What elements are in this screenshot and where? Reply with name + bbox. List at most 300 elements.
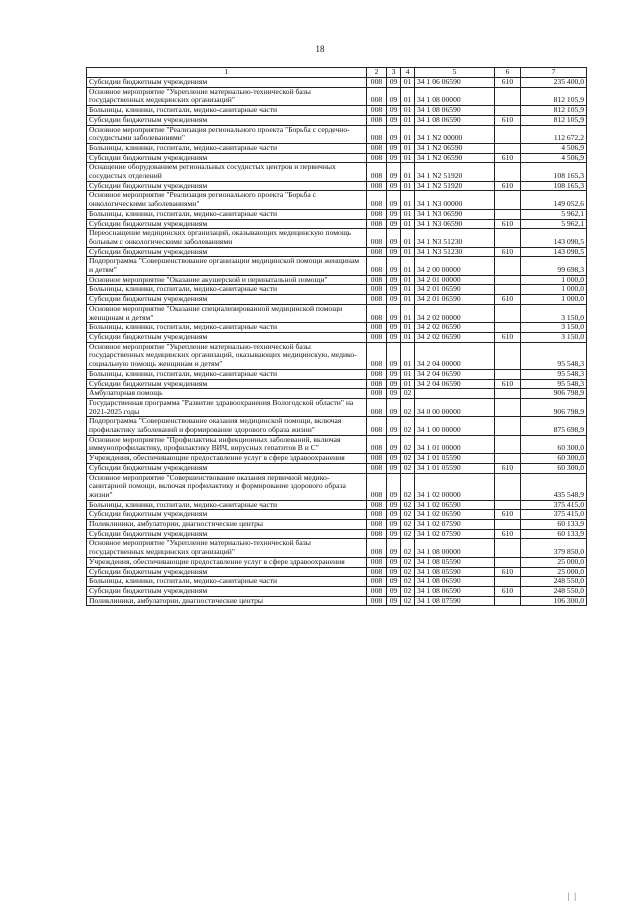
code-subsection-cell: 02 [401,510,415,520]
table-row [87,539,587,557]
code-target-cell: 34 2 04 06590 [415,369,495,379]
code-subsection-cell: 01 [401,106,415,116]
code-subsection-cell: 02 [401,520,415,530]
amount-cell: 108 165,3 [521,181,587,191]
table-row [87,106,587,116]
code-section-cell: 09 [387,209,401,219]
code-section-cell: 09 [387,247,401,257]
code-section-cell: 09 [387,153,401,163]
code-gl-cell: 008 [367,379,387,389]
code-section-cell: 09 [387,369,401,379]
code-type-cell [495,596,521,606]
row-name-cell: Больницы, клиники, госпитали, медико-санитарные части [87,369,367,379]
table-row [87,191,587,209]
code-target-cell: 34 1 08 06590 [415,115,495,125]
code-target-cell: 34 2 01 06590 [415,295,495,305]
amount-cell: 60 133,9 [521,529,587,539]
code-section-cell: 09 [387,87,401,105]
table-row [87,304,587,322]
amount-cell: 60 300,0 [521,463,587,473]
code-target-cell: 34 1 N2 51920 [415,163,495,181]
header-cell: 5 [415,68,495,78]
code-subsection-cell: 01 [401,229,415,247]
row-name-cell: Учреждения, обеспечивающие предоставление услуг в сфере здравоохранения [87,557,367,567]
code-section-cell: 09 [387,257,401,275]
code-gl-cell: 008 [367,191,387,209]
code-gl-cell: 008 [367,181,387,191]
code-type-cell [495,520,521,530]
amount-cell: 143 090,5 [521,247,587,257]
row-name-cell: Субсидии бюджетным учреждениям [87,115,367,125]
amount-cell: 235 400,0 [521,78,587,88]
table-row [87,454,587,464]
code-gl-cell: 008 [367,500,387,510]
code-subsection-cell: 02 [401,454,415,464]
code-subsection-cell: 01 [401,285,415,295]
row-name-cell: Субсидии бюджетным учреждениям [87,181,367,191]
code-target-cell: 34 2 01 00000 [415,275,495,285]
page-number: 18 [315,44,325,54]
code-section-cell: 09 [387,473,401,500]
code-section-cell: 09 [387,181,401,191]
code-target-cell: 34 1 N2 06590 [415,153,495,163]
row-name-cell: Основное мероприятие "Укрепление материально-технической базы государственных медицинских организаций" [87,539,367,557]
amount-cell: 248 550,0 [521,577,587,587]
code-type-cell [495,257,521,275]
amount-cell: 5 962,1 [521,219,587,229]
code-subsection-cell: 01 [401,153,415,163]
code-gl-cell: 008 [367,125,387,143]
code-section-cell: 09 [387,586,401,596]
code-type-cell [495,323,521,333]
code-target-cell: 34 1 02 07590 [415,520,495,530]
code-type-cell: 610 [495,463,521,473]
code-section-cell: 09 [387,163,401,181]
code-target-cell: 34 1 N2 00000 [415,125,495,143]
amount-cell: 3 150,0 [521,323,587,333]
table-row [87,398,587,416]
code-type-cell [495,342,521,369]
amount-cell: 875 698,9 [521,417,587,435]
code-gl-cell: 008 [367,398,387,416]
code-section-cell: 09 [387,332,401,342]
code-gl-cell: 008 [367,285,387,295]
code-subsection-cell: 02 [401,463,415,473]
code-type-cell [495,275,521,285]
code-type-cell [495,435,521,453]
code-type-cell: 610 [495,332,521,342]
row-name-cell: Больницы, клиники, госпитали, медико-санитарные части [87,209,367,219]
row-name-cell: Субсидии бюджетным учреждениям [87,529,367,539]
code-section-cell: 09 [387,500,401,510]
row-name-cell: Субсидии бюджетным учреждениям [87,153,367,163]
amount-cell: 379 850,0 [521,539,587,557]
amount-cell: 108 165,3 [521,163,587,181]
header-cell: 3 [387,68,401,78]
code-type-cell [495,191,521,209]
code-target-cell: 34 2 02 00000 [415,304,495,322]
code-type-cell: 610 [495,379,521,389]
row-name-cell: Субсидии бюджетным учреждениям [87,463,367,473]
code-subsection-cell: 01 [401,163,415,181]
page-edge-marks: │ │ [566,893,578,901]
table-row [87,577,587,587]
code-subsection-cell: 01 [401,304,415,322]
row-name-cell: Переоснащение медицинских организаций, оказывающих медицинскую помощь больным с онкологическими заболеваниями [87,229,367,247]
code-gl-cell: 008 [367,78,387,88]
row-name-cell: Основное мероприятие "Профилактика инфекционных заболеваний, включая иммунопрофилактику, профилактику ВИЧ, вирусных гепатитов В и С" [87,435,367,453]
code-subsection-cell: 02 [401,577,415,587]
code-target-cell: 34 1 N3 00000 [415,191,495,209]
code-type-cell: 610 [495,181,521,191]
code-type-cell: 610 [495,115,521,125]
amount-cell: 112 672,2 [521,125,587,143]
code-type-cell: 610 [495,78,521,88]
code-section-cell: 09 [387,304,401,322]
code-gl-cell: 008 [367,257,387,275]
amount-cell: 375 415,0 [521,510,587,520]
code-subsection-cell: 01 [401,143,415,153]
code-target-cell: 34 1 N3 51230 [415,247,495,257]
code-type-cell [495,577,521,587]
amount-cell: 3 150,0 [521,332,587,342]
row-name-cell: Больницы, клиники, госпитали, медико-санитарные части [87,500,367,510]
code-subsection-cell: 01 [401,115,415,125]
code-target-cell: 34 1 08 05590 [415,557,495,567]
code-subsection-cell: 01 [401,181,415,191]
row-name-cell: Больницы, клиники, госпитали, медико-санитарные части [87,323,367,333]
header-cell: 4 [401,68,415,78]
code-target-cell: 34 2 02 06590 [415,323,495,333]
code-type-cell: 610 [495,529,521,539]
code-target-cell: 34 1 00 00000 [415,417,495,435]
code-section-cell: 09 [387,567,401,577]
table-row [87,520,587,530]
code-gl-cell: 008 [367,510,387,520]
code-type-cell [495,209,521,219]
code-target-cell: 34 2 00 00000 [415,257,495,275]
code-gl-cell: 008 [367,586,387,596]
table-row [87,115,587,125]
code-gl-cell: 008 [367,463,387,473]
header-cell: 6 [495,68,521,78]
code-type-cell: 610 [495,247,521,257]
amount-cell: 435 548,9 [521,473,587,500]
code-type-cell: 610 [495,153,521,163]
code-subsection-cell: 01 [401,257,415,275]
amount-cell: 25 000,0 [521,557,587,567]
code-target-cell: 34 1 08 06590 [415,577,495,587]
code-type-cell [495,304,521,322]
table-row [87,143,587,153]
code-target-cell: 34 0 00 00000 [415,398,495,416]
code-subsection-cell: 01 [401,87,415,105]
code-target-cell: 34 1 N2 51920 [415,181,495,191]
code-gl-cell: 008 [367,219,387,229]
amount-cell: 1 000,0 [521,285,587,295]
row-name-cell: Основное мероприятие "Укрепление материально-технической базы государственных медицинских организаций, оказывающих медицинскую, медико-социальную помощь женщинам и детям" [87,342,367,369]
row-name-cell: Амбулаторная помощь [87,389,367,399]
code-type-cell [495,389,521,399]
row-name-cell: Больницы, клиники, госпитали, медико-санитарные части [87,106,367,116]
amount-cell: 3 150,0 [521,304,587,322]
row-name-cell: Больницы, клиники, госпитали, медико-санитарные части [87,577,367,587]
code-subsection-cell: 02 [401,596,415,606]
amount-cell: 143 090,5 [521,229,587,247]
code-target-cell: 34 1 N3 06590 [415,219,495,229]
table-row [87,87,587,105]
table-row [87,257,587,275]
code-type-cell [495,473,521,500]
table-row [87,332,587,342]
code-subsection-cell: 01 [401,295,415,305]
table-row [87,369,587,379]
code-section-cell: 09 [387,529,401,539]
code-gl-cell: 008 [367,342,387,369]
code-subsection-cell: 01 [401,275,415,285]
code-gl-cell: 008 [367,247,387,257]
code-section-cell: 09 [387,106,401,116]
code-subsection-cell: 02 [401,557,415,567]
amount-cell: 60 300,0 [521,435,587,453]
code-gl-cell: 008 [367,332,387,342]
code-gl-cell: 008 [367,520,387,530]
code-subsection-cell: 01 [401,332,415,342]
table-row [87,125,587,143]
code-subsection-cell: 02 [401,473,415,500]
code-section-cell: 09 [387,520,401,530]
amount-cell: 1 000,0 [521,295,587,305]
code-target-cell: 34 1 08 06590 [415,586,495,596]
code-target-cell: 34 1 08 06590 [415,106,495,116]
row-name-cell: Субсидии бюджетным учреждениям [87,510,367,520]
code-section-cell: 09 [387,285,401,295]
code-subsection-cell: 02 [401,539,415,557]
code-target-cell: 34 1 02 06590 [415,510,495,520]
code-subsection-cell: 01 [401,78,415,88]
code-type-cell [495,398,521,416]
row-name-cell: Субсидии бюджетным учреждениям [87,586,367,596]
row-name-cell: Субсидии бюджетным учреждениям [87,332,367,342]
code-type-cell [495,163,521,181]
code-gl-cell: 008 [367,557,387,567]
amount-cell: 4 506,9 [521,153,587,163]
code-type-cell [495,229,521,247]
code-target-cell: 34 2 01 06590 [415,285,495,295]
code-type-cell: 610 [495,510,521,520]
code-gl-cell: 008 [367,295,387,305]
code-type-cell [495,106,521,116]
amount-cell: 99 698,3 [521,257,587,275]
code-gl-cell: 008 [367,275,387,285]
code-section-cell: 09 [387,78,401,88]
code-gl-cell: 008 [367,539,387,557]
row-name-cell: Субсидии бюджетным учреждениям [87,78,367,88]
amount-cell: 60 133,9 [521,520,587,530]
code-target-cell: 34 1 08 07590 [415,596,495,606]
table-header-row [87,68,587,78]
code-gl-cell: 008 [367,529,387,539]
row-name-cell: Поликлиники, амбулатории, диагностические центры [87,520,367,530]
table-row [87,417,587,435]
code-target-cell: 34 2 04 06590 [415,379,495,389]
header-cell: 1 [87,68,367,78]
code-section-cell: 09 [387,557,401,567]
code-subsection-cell: 01 [401,342,415,369]
code-target-cell: 34 1 08 00000 [415,539,495,557]
row-name-cell: Основное мероприятие "Реализация регионального проекта "Борьба с сердечно-сосудистыми заболеваниями" [87,125,367,143]
code-section-cell: 09 [387,219,401,229]
header-cell: 7 [521,68,587,78]
code-type-cell [495,500,521,510]
code-type-cell [495,143,521,153]
code-type-cell [495,87,521,105]
amount-cell: 906 798,9 [521,398,587,416]
row-name-cell: Основное мероприятие "Оказание специализированной медицинской помощи женщинам и детям" [87,304,367,322]
amount-cell: 812 105,9 [521,115,587,125]
code-gl-cell: 008 [367,435,387,453]
amount-cell: 812 105,9 [521,87,587,105]
code-type-cell: 610 [495,295,521,305]
code-gl-cell: 008 [367,304,387,322]
code-subsection-cell: 01 [401,219,415,229]
row-name-cell: Субсидии бюджетным учреждениям [87,295,367,305]
code-target-cell: 34 1 02 07590 [415,529,495,539]
code-section-cell: 09 [387,398,401,416]
code-section-cell: 09 [387,295,401,305]
row-name-cell: Подпрограмма "Совершенствование оказания медицинской помощи, включая профилактику заболеваний и формирование здорового образа жизни" [87,417,367,435]
row-name-cell: Оснащение оборудованием региональных сосудистых центров и первичных сосудистых отделений [87,163,367,181]
code-target-cell: 34 1 08 05590 [415,567,495,577]
code-subsection-cell: 02 [401,435,415,453]
code-section-cell: 09 [387,115,401,125]
code-target-cell: 34 1 N3 06590 [415,209,495,219]
code-subsection-cell: 01 [401,191,415,209]
amount-cell: 5 962,1 [521,209,587,219]
code-target-cell: 34 1 02 00000 [415,473,495,500]
amount-cell: 4 506,9 [521,143,587,153]
row-name-cell: Государственная программа "Развитие здравоохранения Вологодской области" на 2021-2025 годы [87,398,367,416]
amount-cell: 95 548,3 [521,342,587,369]
code-section-cell: 09 [387,435,401,453]
code-gl-cell: 008 [367,143,387,153]
row-name-cell: Больницы, клиники, госпитали, медико-санитарные части [87,285,367,295]
code-section-cell: 09 [387,125,401,143]
amount-cell: 906 798,9 [521,389,587,399]
code-subsection-cell: 02 [401,586,415,596]
code-subsection-cell: 01 [401,247,415,257]
code-section-cell: 09 [387,229,401,247]
code-subsection-cell: 01 [401,369,415,379]
row-name-cell: Субсидии бюджетным учреждениям [87,219,367,229]
code-target-cell: 34 1 01 05590 [415,463,495,473]
code-subsection-cell: 02 [401,529,415,539]
code-section-cell: 09 [387,342,401,369]
code-target-cell: 34 1 01 00000 [415,435,495,453]
code-section-cell: 09 [387,275,401,285]
amount-cell: 375 415,0 [521,500,587,510]
row-name-cell: Субсидии бюджетным учреждениям [87,379,367,389]
code-gl-cell: 008 [367,417,387,435]
code-type-cell [495,539,521,557]
code-type-cell: 610 [495,586,521,596]
code-gl-cell: 008 [367,369,387,379]
amount-cell: 60 300,0 [521,454,587,464]
code-gl-cell: 008 [367,577,387,587]
table-row [87,342,587,369]
row-name-cell: Подпрограмма "Совершенствование организации медицинской помощи женщинам и детям" [87,257,367,275]
code-target-cell [415,389,495,399]
code-subsection-cell: 01 [401,209,415,219]
code-section-cell: 09 [387,417,401,435]
table-row [87,435,587,453]
code-section-cell: 09 [387,539,401,557]
code-gl-cell: 008 [367,567,387,577]
row-name-cell: Основное мероприятие "Укрепление материально-технической базы государственных медицинских организаций" [87,87,367,105]
amount-cell: 95 548,3 [521,369,587,379]
code-type-cell [495,125,521,143]
code-section-cell: 09 [387,596,401,606]
code-type-cell [495,557,521,567]
code-type-cell: 610 [495,219,521,229]
amount-cell: 248 550,0 [521,586,587,596]
code-target-cell: 34 1 06 06590 [415,78,495,88]
code-gl-cell: 008 [367,153,387,163]
table-row [87,557,587,567]
row-name-cell: Основное мероприятие "Реализация регионального проекта "Борьба с онкологическими заболеваниями" [87,191,367,209]
table-row [87,473,587,500]
code-gl-cell: 008 [367,454,387,464]
code-type-cell [495,285,521,295]
row-name-cell: Больницы, клиники, госпитали, медико-санитарные части [87,143,367,153]
code-section-cell: 09 [387,463,401,473]
budget-table [86,67,587,606]
table-row [87,78,587,88]
row-name-cell: Основное мероприятие "Оказание акушерской и перинатальной помощи" [87,275,367,285]
amount-cell: 149 052,6 [521,191,587,209]
code-subsection-cell: 01 [401,323,415,333]
code-section-cell: 09 [387,323,401,333]
table-row [87,596,587,606]
table-row [87,209,587,219]
code-subsection-cell: 02 [401,567,415,577]
code-gl-cell: 008 [367,389,387,399]
code-section-cell: 09 [387,379,401,389]
header-cell: 2 [367,68,387,78]
table-row [87,295,587,305]
code-gl-cell: 008 [367,229,387,247]
code-gl-cell: 008 [367,115,387,125]
table-row [87,463,587,473]
table-row [87,586,587,596]
code-subsection-cell: 02 [401,398,415,416]
row-name-cell: Субсидии бюджетным учреждениям [87,567,367,577]
amount-cell: 106 300,0 [521,596,587,606]
code-target-cell: 34 1 01 05590 [415,454,495,464]
code-target-cell: 34 2 04 00000 [415,342,495,369]
amount-cell: 95 548,3 [521,379,587,389]
code-subsection-cell: 01 [401,379,415,389]
code-type-cell [495,454,521,464]
amount-cell: 25 000,0 [521,567,587,577]
code-type-cell: 610 [495,567,521,577]
code-section-cell: 09 [387,143,401,153]
code-section-cell: 09 [387,454,401,464]
row-name-cell: Учреждения, обеспечивающие предоставление услуг в сфере здравоохранения [87,454,367,464]
code-section-cell: 09 [387,191,401,209]
code-target-cell: 34 1 N3 51230 [415,229,495,247]
code-type-cell [495,369,521,379]
